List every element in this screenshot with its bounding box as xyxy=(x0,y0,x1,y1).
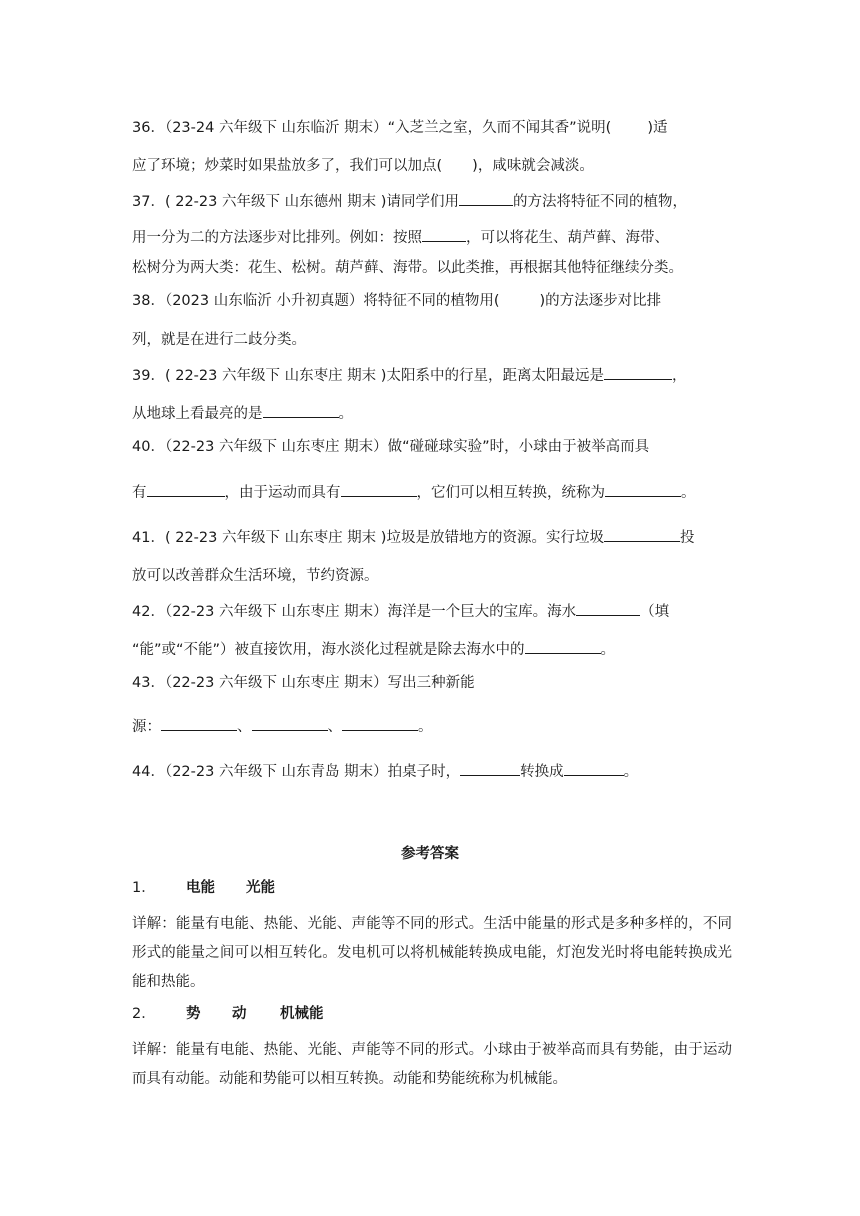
answer-1-explanation: 详解：能量有电能、热能、光能、声能等不同的形式。生活中能量的形式是多种多样的，不同形式的能量之间可以相互转化。发电机可以将机械能转换成电能，灯泡发光时将电能转换成光能和热能。 xyxy=(132,916,732,990)
answer-1-number: 1． xyxy=(132,880,156,896)
answer-blank[interactable] xyxy=(604,526,680,542)
question-39-line-1: 39．( 22-23 六年级下 山东枣庄 期末 )太阳系中的行星，距离太阳最远是 ， xyxy=(132,364,732,386)
answer-2-number: 2． xyxy=(132,1006,156,1022)
answer-2-value-3: 机械能 xyxy=(280,1006,324,1022)
answer-blank[interactable] xyxy=(604,364,672,380)
question-37-line-1: 37．( 22-23 六年级下 山东德州 期末 )请同学们用 的方法将特征不同的植物， xyxy=(132,190,732,212)
answer-2 xyxy=(132,1002,324,1023)
question-38-text: 38．（2023 山东临沂 小升初真题）将特征不同的植物用( xyxy=(132,293,500,309)
question-37-line-3: 松树分为两大类：花生、松树。葫芦藓、海带。以此类推，再根据其他特征继续分类。 xyxy=(132,260,683,276)
answer-blank[interactable] xyxy=(459,190,513,206)
question-37-text: 37．( 22-23 六年级下 山东德州 期末 )请同学们用 xyxy=(132,194,459,210)
answer-2-explanation: 详解：能量有电能、热能、光能、声能等不同的形式。小球由于被举高而具有势能，由于运动而具有动能。动能和势能可以相互转换。动能和势能统称为机械能。 xyxy=(132,1042,732,1087)
question-36-line-2: 应了环境；炒菜时如果盐放多了，我们可以加点( )，咸味就会减淡。 xyxy=(132,158,594,174)
question-38-line-1: 38．（2023 山东临沂 小升初真题）将特征不同的植物用( )的方法逐步对比排 xyxy=(132,293,662,309)
question-43-line-2: 源： 、 、 。 xyxy=(132,715,732,737)
answer-blank[interactable] xyxy=(342,715,418,731)
question-42-text: 42．（22-23 六年级下 山东枣庄 期末）海洋是一个巨大的宝库。海水 xyxy=(132,604,577,620)
answer-blank[interactable] xyxy=(161,715,237,731)
answer-blank[interactable] xyxy=(147,481,225,497)
question-42-line-2: “能”或“不能”）被直接饮用，海水淡化过程就是除去海水中的 。 xyxy=(132,638,732,660)
answers-title: 参考答案 xyxy=(401,846,459,862)
question-42-line-1: 42．（22-23 六年级下 山东枣庄 期末）海洋是一个巨大的宝库。海水 （填 xyxy=(132,600,732,622)
question-44-line-1: 44．（22-23 六年级下 山东青岛 期末）拍桌子时， 转换成 。 xyxy=(132,760,732,782)
question-44-text: 44．（22-23 六年级下 山东青岛 期末）拍桌子时， xyxy=(132,764,461,780)
answer-blank[interactable] xyxy=(252,715,328,731)
question-41-text: 41．( 22-23 六年级下 山东枣庄 期末 )垃圾是放错地方的资源。实行垃圾 xyxy=(132,530,604,546)
question-41-line-2: 放可以改善群众生活环境，节约资源。 xyxy=(132,568,379,584)
question-40-line-2: 有 ，由于运动而具有 ，它们可以相互转换，统称为 。 xyxy=(132,481,732,503)
question-43-text: 43．（22-23 六年级下 山东枣庄 期末）写出三种新能 xyxy=(132,675,475,691)
question-41-line-1: 41．( 22-23 六年级下 山东枣庄 期末 )垃圾是放错地方的资源。实行垃圾 投 xyxy=(132,526,732,548)
question-43-line-1 xyxy=(132,673,732,693)
answer-blank[interactable] xyxy=(422,226,466,242)
answer-1 xyxy=(132,876,275,897)
answer-blank[interactable] xyxy=(525,638,601,654)
answer-blank[interactable] xyxy=(263,402,339,418)
question-39-line-2: 从地球上看最亮的是 。 xyxy=(132,402,732,424)
question-36-text: 36．（23-24 六年级下 山东临沂 期末）“入芝兰之室，久而不闻其香”说明( xyxy=(132,120,612,136)
answer-blank[interactable] xyxy=(605,481,681,497)
question-40-line-1 xyxy=(132,437,732,457)
answer-blank[interactable] xyxy=(341,481,417,497)
answer-1-value-1: 电能 xyxy=(186,880,215,896)
answer-1-value-2: 光能 xyxy=(246,880,275,896)
answer-2-value-1: 势 xyxy=(186,1006,201,1022)
answer-blank[interactable] xyxy=(460,760,520,776)
question-40-text: 40．（22-23 六年级下 山东枣庄 期末）做“碰碰球实验”时，小球由于被举高而具 xyxy=(132,439,650,455)
question-36-line-1: 36．（23-24 六年级下 山东临沂 期末）“入芝兰之室，久而不闻其香”说明( )适 xyxy=(132,120,668,136)
question-37-line-2: 用一分为二的方法逐步对比排列。例如：按照 ，可以将花生、葫芦藓、海带、 xyxy=(132,226,732,248)
answer-blank[interactable] xyxy=(564,760,624,776)
question-38-line-2: 列，就是在进行二歧分类。 xyxy=(132,332,306,348)
question-39-text: 39．( 22-23 六年级下 山东枣庄 期末 )太阳系中的行星，距离太阳最远是 xyxy=(132,368,604,384)
answer-blank[interactable] xyxy=(576,600,640,616)
answer-2-value-2: 动 xyxy=(232,1006,247,1022)
